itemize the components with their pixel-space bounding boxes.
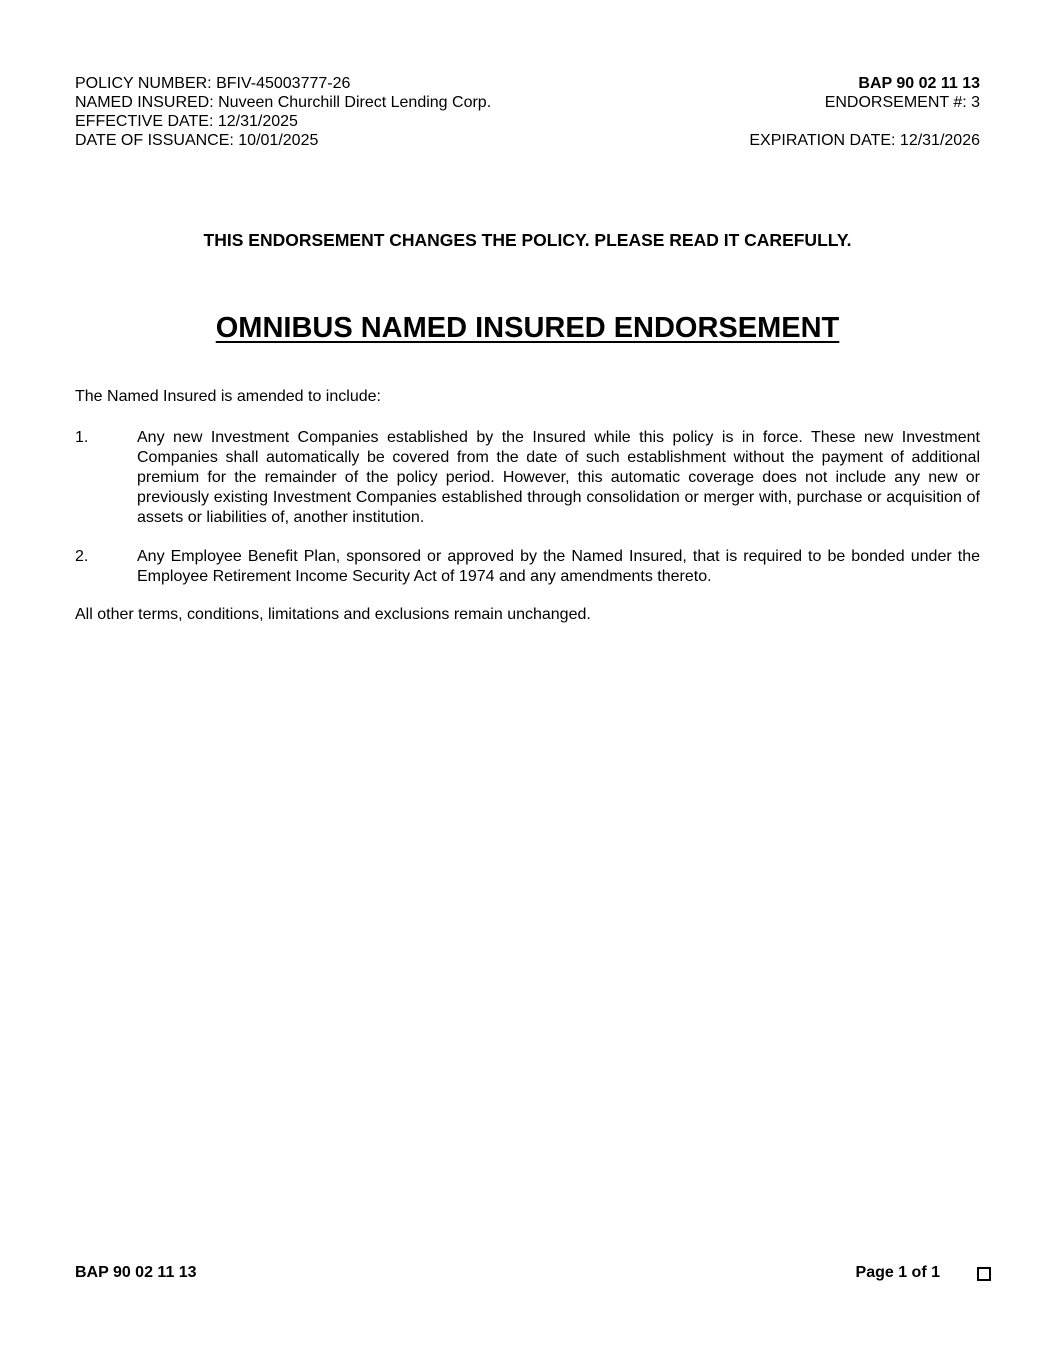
footer-form-number: BAP 90 02 11 13 bbox=[75, 1264, 197, 1281]
list-item bbox=[75, 547, 980, 587]
issuance-date: DATE OF ISSUANCE: 10/01/2025 bbox=[75, 132, 319, 149]
item-number: 2. bbox=[75, 548, 89, 565]
form-number: BAP 90 02 11 13 bbox=[858, 75, 980, 92]
item-text: Any new Investment Companies established by the Insured while this policy is in force. These new Investment Companies shall automatically be covered from the date of such establishment without the payment of additional premium for the remainder of the policy period. However, this automatic coverage does not include any new or previously existing Investment Companies established through consolidation or merger with, purchase or acquisition of assets or liabilities of, another institution. bbox=[137, 429, 980, 526]
header-left bbox=[75, 74, 515, 150]
expiration-date: EXPIRATION DATE: 12/31/2026 bbox=[749, 132, 980, 149]
page-title: OMNIBUS NAMED INSURED ENDORSEMENT bbox=[215, 312, 840, 344]
item-text: Any Employee Benefit Plan, sponsored or approved by the Named Insured, that is required to be bonded under the Employee Retirement Income Security Act of 1974 and any amendments thereto. bbox=[137, 548, 980, 585]
item-number: 1. bbox=[75, 429, 89, 446]
page-number: Page 1 of 1 bbox=[855, 1264, 940, 1281]
closing-text: All other terms, conditions, limitations and exclusions remain unchanged. bbox=[75, 606, 591, 623]
checkbox-icon bbox=[977, 1267, 991, 1281]
named-insured: NAMED INSURED: Nuveen Churchill Direct Lending Corp. bbox=[75, 94, 492, 111]
endorsement-notice: THIS ENDORSEMENT CHANGES THE POLICY. PLEASE READ IT CAREFULLY. bbox=[203, 230, 852, 250]
intro-text: The Named Insured is amended to include: bbox=[75, 388, 381, 405]
list-item bbox=[75, 428, 980, 528]
header-right bbox=[749, 74, 980, 150]
endorsement-number: ENDORSEMENT #: 3 bbox=[824, 94, 980, 111]
policy-number: POLICY NUMBER: BFIV-45003777-26 bbox=[75, 75, 351, 92]
effective-date: EFFECTIVE DATE: 12/31/2025 bbox=[75, 113, 298, 130]
